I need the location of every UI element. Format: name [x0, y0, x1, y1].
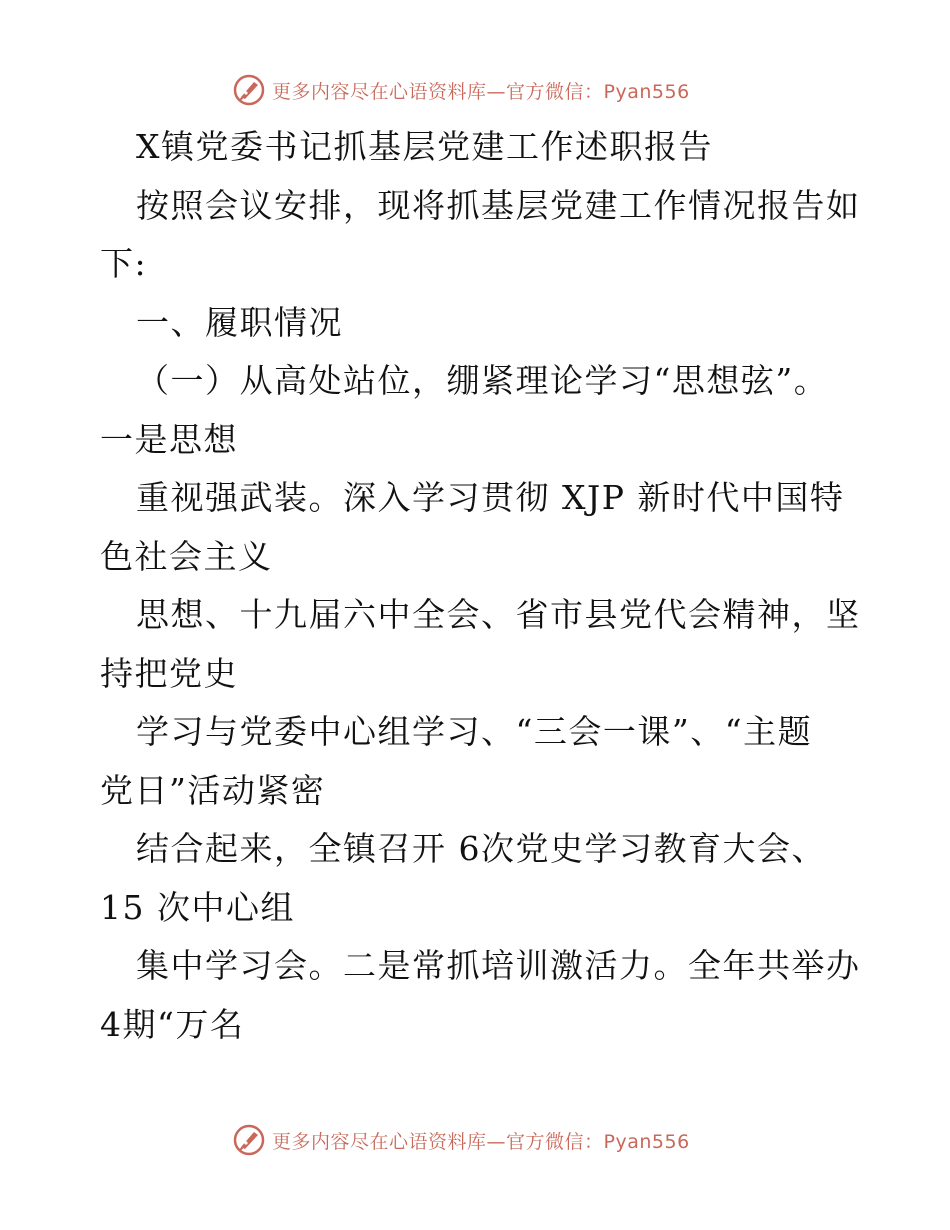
quill-seal-logo-icon: [232, 1123, 266, 1157]
subsection-heading: （一）从高处站位，绷紧理论学习“思想弦”。: [136, 361, 829, 400]
text-line: 重视强武装。深入学习贯彻 XJP 新时代中国特: [136, 478, 845, 517]
text-line: 4期“万名: [100, 1004, 245, 1044]
text-line: 集中学习会。二是常抓培训激活力。全年共举办: [136, 946, 861, 985]
header-watermark: [232, 70, 690, 110]
text-line: 下:: [100, 244, 148, 283]
text-line: 党日”活动紧密: [100, 770, 326, 810]
text-line: 15 次中心组: [100, 887, 295, 927]
text-line: 思想、十九届六中全会、省市县党代会精神，坚: [136, 595, 861, 634]
text-line: 色社会主义: [100, 536, 273, 576]
text-line: X镇党委书记抓基层党建工作述职报告: [136, 127, 713, 166]
text-line: 结合起来，全镇召开 6次党史学习教育大会、: [136, 829, 826, 868]
text-line: 一是思想: [100, 419, 238, 459]
watermark-text: 更多内容尽在心语资料库—官方微信：Pyan556: [272, 80, 690, 103]
watermark-text: 更多内容尽在心语资料库—官方微信：Pyan556: [272, 1130, 690, 1153]
text-line: 按照会议安排，现将抓基层党建工作情况报告如: [136, 185, 861, 225]
document-body: [100, 118, 860, 1054]
text-line: 持把党史: [100, 653, 238, 693]
footer-watermark: [232, 1120, 690, 1160]
section-heading: 一、履职情况: [136, 302, 343, 342]
text-line: 学习与党委中心组学习、“三会一课”、“主题: [136, 712, 813, 751]
quill-seal-logo-icon: [232, 73, 266, 107]
